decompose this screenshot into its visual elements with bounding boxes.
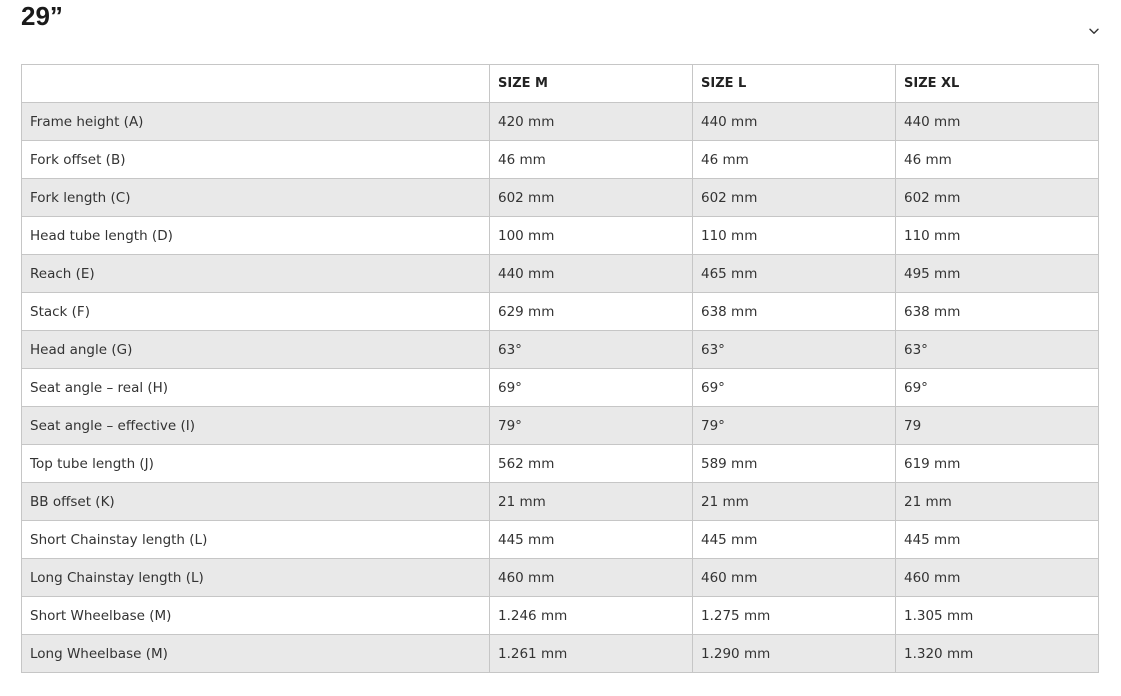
row-label: Short Wheelbase (M): [22, 597, 490, 635]
column-header-size-xl: SIZE XL: [896, 65, 1099, 103]
column-header-size-m: SIZE M: [490, 65, 693, 103]
table-cell: 21 mm: [693, 483, 896, 521]
table-row: [22, 407, 1099, 445]
table-row: [22, 217, 1099, 255]
table-row: [22, 483, 1099, 521]
table-cell: 629 mm: [490, 293, 693, 331]
table-cell: 440 mm: [693, 103, 896, 141]
table-row: [22, 293, 1099, 331]
table-row: [22, 445, 1099, 483]
table-cell: 420 mm: [490, 103, 693, 141]
table-cell: 638 mm: [693, 293, 896, 331]
table-cell: 1.246 mm: [490, 597, 693, 635]
geometry-table: [21, 64, 1099, 673]
table-row: [22, 141, 1099, 179]
table-cell: 1.320 mm: [896, 635, 1099, 673]
table-cell: 602 mm: [896, 179, 1099, 217]
table-cell: 602 mm: [693, 179, 896, 217]
row-label: Fork length (C): [22, 179, 490, 217]
table-cell: 79°: [490, 407, 693, 445]
table-cell: 21 mm: [490, 483, 693, 521]
table-cell: 46 mm: [490, 141, 693, 179]
table-row: [22, 255, 1099, 293]
collapse-toggle-button[interactable]: [1084, 22, 1104, 40]
table-cell: 638 mm: [896, 293, 1099, 331]
row-label: Stack (F): [22, 293, 490, 331]
row-label: Head angle (G): [22, 331, 490, 369]
table-cell: 1.290 mm: [693, 635, 896, 673]
table-cell: 465 mm: [693, 255, 896, 293]
table-cell: 440 mm: [896, 103, 1099, 141]
table-cell: 63°: [490, 331, 693, 369]
table-row: [22, 331, 1099, 369]
table-cell: 79: [896, 407, 1099, 445]
row-label: Long Chainstay length (L): [22, 559, 490, 597]
table-row: [22, 179, 1099, 217]
row-label: Top tube length (J): [22, 445, 490, 483]
row-label: BB offset (K): [22, 483, 490, 521]
table-cell: 63°: [896, 331, 1099, 369]
table-cell: 460 mm: [693, 559, 896, 597]
table-cell: 110 mm: [896, 217, 1099, 255]
table-cell: 100 mm: [490, 217, 693, 255]
row-label: Fork offset (B): [22, 141, 490, 179]
table-row: [22, 103, 1099, 141]
table-row: [22, 521, 1099, 559]
table-row: [22, 369, 1099, 407]
row-label: Head tube length (D): [22, 217, 490, 255]
row-label: Seat angle – real (H): [22, 369, 490, 407]
page-title: 29”: [21, 1, 63, 31]
table-cell: 63°: [693, 331, 896, 369]
table-cell: 46 mm: [896, 141, 1099, 179]
table-cell: 602 mm: [490, 179, 693, 217]
table-cell: 1.275 mm: [693, 597, 896, 635]
table-cell: 1.261 mm: [490, 635, 693, 673]
table-cell: 1.305 mm: [896, 597, 1099, 635]
chevron-down-icon: [1089, 28, 1099, 35]
table-row: [22, 559, 1099, 597]
table-cell: 69°: [490, 369, 693, 407]
table-cell: 562 mm: [490, 445, 693, 483]
table-row: [22, 597, 1099, 635]
table-cell: 69°: [693, 369, 896, 407]
table-cell: 46 mm: [693, 141, 896, 179]
table-cell: 21 mm: [896, 483, 1099, 521]
column-header-size-l: SIZE L: [693, 65, 896, 103]
table-body: [22, 103, 1099, 673]
table-cell: 69°: [896, 369, 1099, 407]
table-cell: 445 mm: [896, 521, 1099, 559]
table-cell: 445 mm: [693, 521, 896, 559]
table-cell: 445 mm: [490, 521, 693, 559]
row-label: Long Wheelbase (M): [22, 635, 490, 673]
table-cell: 440 mm: [490, 255, 693, 293]
table-cell: 589 mm: [693, 445, 896, 483]
row-label: Seat angle – effective (I): [22, 407, 490, 445]
table-header-row: [22, 65, 1099, 103]
table-header-corner: [22, 65, 490, 103]
row-label: Reach (E): [22, 255, 490, 293]
table-cell: 79°: [693, 407, 896, 445]
table-cell: 460 mm: [490, 559, 693, 597]
table-cell: 495 mm: [896, 255, 1099, 293]
table-cell: 110 mm: [693, 217, 896, 255]
row-label: Short Chainstay length (L): [22, 521, 490, 559]
table-row: [22, 635, 1099, 673]
table-cell: 619 mm: [896, 445, 1099, 483]
row-label: Frame height (A): [22, 103, 490, 141]
table-cell: 460 mm: [896, 559, 1099, 597]
